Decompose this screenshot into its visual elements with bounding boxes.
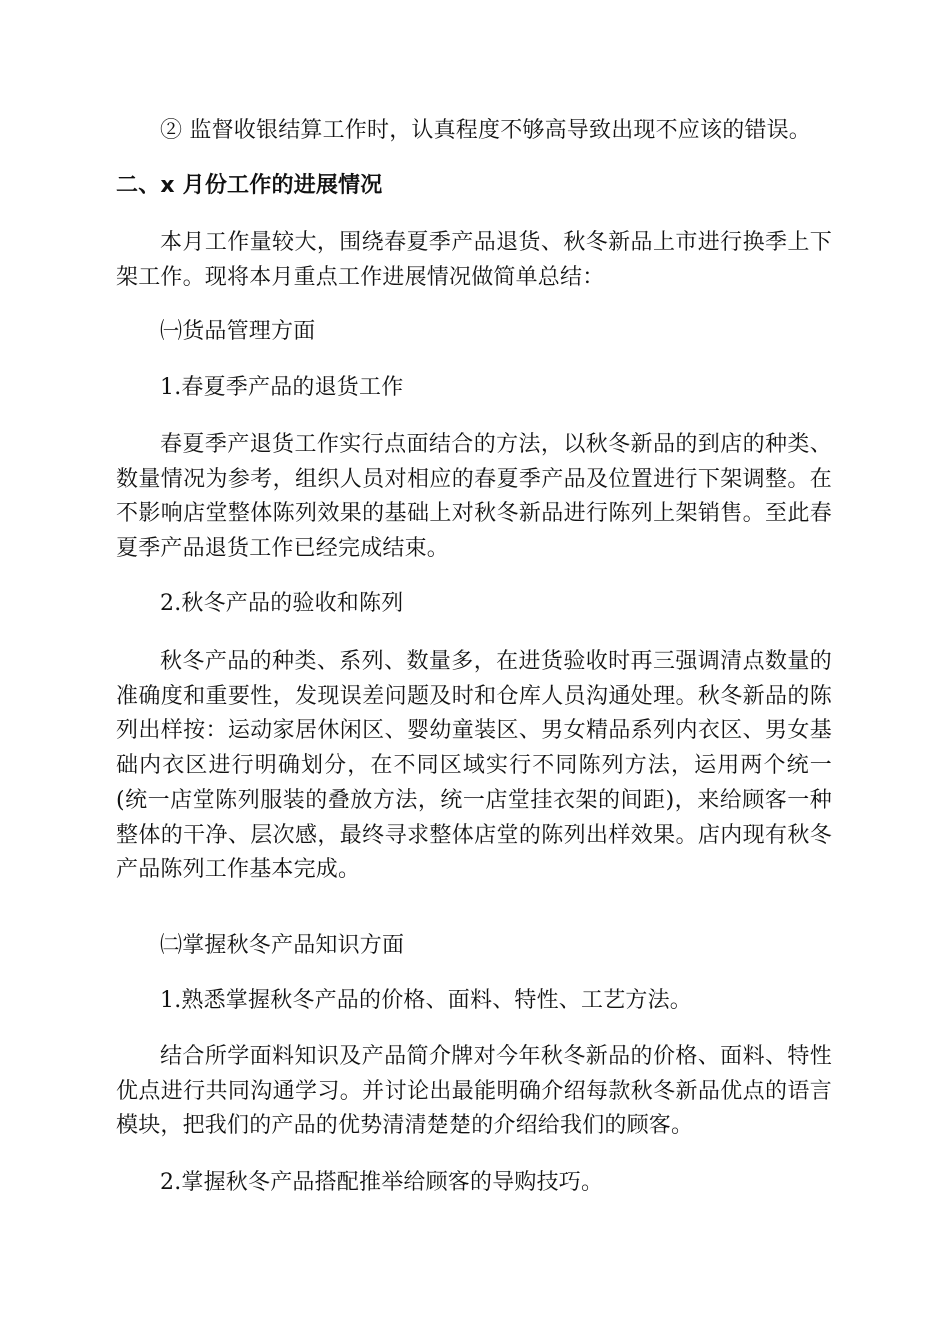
paragraph-inspection-display-detail: 秋冬产品的种类、系列、数量多，在进货验收时再三强调清点数量的准确度和重要性，发现误差问题及时和仓库人员沟通处理。秋冬新品的陈列出样按：运动家居休闲区、婴幼童装区、男女精品系列内衣区、男女基础内衣区进行明确划分，在不同区域实行不同陈列方法，运用两个统一(统一店堂陈列服装的叠放方法，统一店堂挂衣架的间距)，来给顾客一种整体的干净、层次感，最终寻求整体店堂的陈列出样效果。店内现有秋冬产品陈列工作基本完成。 xyxy=(116,649,832,883)
subheading-product-knowledge: ㈡掌握秋冬产品知识方面 xyxy=(160,933,405,958)
subheading-price-fabric-features: 1.熟悉掌握秋冬产品的价格、面料、特性、工艺方法。 xyxy=(160,988,692,1013)
subheading-matching-sales-skills: 2.掌握秋冬产品搭配推举给顾客的导购技巧。 xyxy=(160,1170,604,1195)
paragraph-returns-detail: 春夏季产退货工作实行点面结合的方法，以秋冬新品的到店的种类、数量情况为参考，组织人员对相应的春夏季产品及位置进行下架调整。在不影响店堂整体陈列效果的基础上对秋冬新品进行陈列上架销售。至此春夏季产品退货工作已经完成结束。 xyxy=(116,432,832,562)
subheading-spring-summer-returns: 1.春夏季产品的退货工作 xyxy=(160,375,404,400)
section-heading-progress: 二、x 月份工作的进展情况 xyxy=(116,173,383,198)
paragraph-monthly-overview: 本月工作量较大，围绕春夏季产品退货、秋冬新品上市进行换季上下架工作。现将本月重点工作进展情况做简单总结： xyxy=(116,230,832,290)
subheading-autumn-winter-inspection: 2.秋冬产品的验收和陈列 xyxy=(160,591,404,616)
subheading-goods-management: ㈠货品管理方面 xyxy=(160,319,316,344)
paragraph-knowledge-detail: 结合所学面料知识及产品简介牌对今年秋冬新品的价格、面料、特性优点进行共同沟通学习。并讨论出最能明确介绍每款秋冬新品优点的语言模块，把我们的产品的优势清清楚楚的介绍给我们的顾客。 xyxy=(116,1044,832,1139)
paragraph-cashier-supervision: ② 监督收银结算工作时，认真程度不够高导致出现不应该的错误。 xyxy=(160,118,811,143)
